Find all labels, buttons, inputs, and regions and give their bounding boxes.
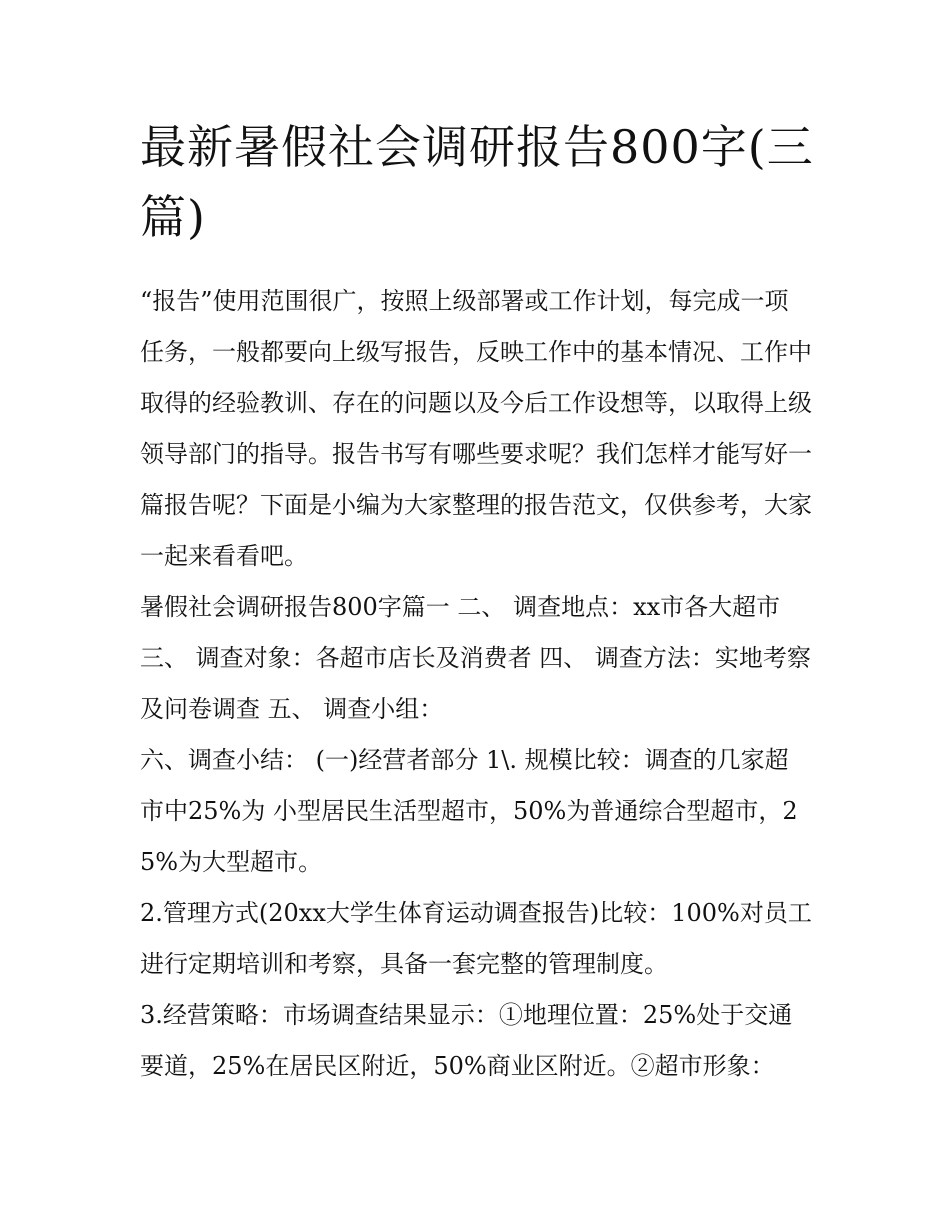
strategy-paragraph: 3.经营策略：市场调查结果显示：①地理位置：25%处于交通要道，25%在居民区附近，50%商业区附近。②超市形象： [140, 1001, 793, 1080]
intro-paragraph: “报告”使用范围很广，按照上级部署或工作计划，每完成一项任务，一般都要向上级写报告，反映工作中的基本情况、工作中取得的经验教训、存在的问题以及今后工作设想等，以取得上级领导部门的指导。报告书写有哪些要求呢？我们怎样才能写好一篇报告呢？下面是小编为大家整理的报告范文，仅供参考，大家一起来看看吧。 [140, 287, 812, 570]
survey-summary-paragraph: 六、调查小结： (一)经营者部分 1\. 规模比较：调查的几家超市中25%为 小型居民生活型超市，50%为普通综合型超市，25%为大型超市。 [140, 746, 798, 876]
document-body [140, 276, 812, 1092]
document-title: 最新暑假社会调研报告800字(三篇) [140, 120, 814, 244]
management-paragraph: 2.管理方式(20xx大学生体育运动调查报告)比较：100%对员工进行定期培训和考察，具备一套完整的管理制度。 [140, 899, 812, 978]
survey-info-paragraph: 暑假社会调研报告800字篇一 二、 调查地点：xx市各大超市 三、 调查对象：各超市店长及消费者 四、 调查方法：实地考察及问卷调查 五、 调查小组： [140, 593, 811, 723]
